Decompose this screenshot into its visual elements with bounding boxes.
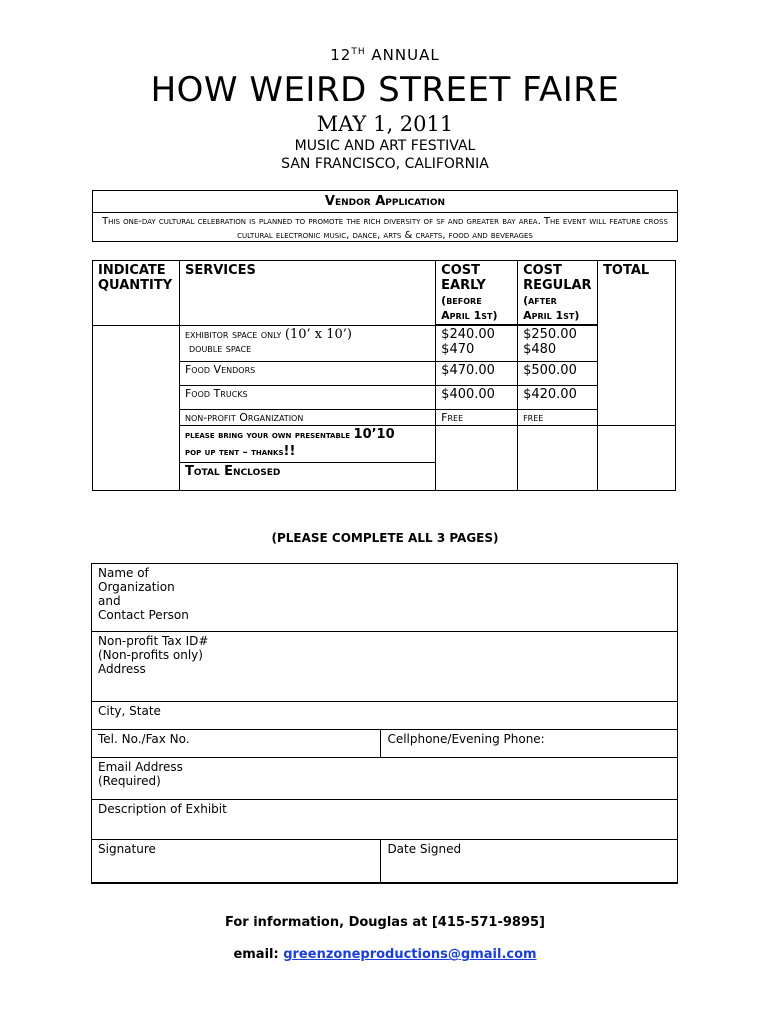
tent-early-cell	[436, 426, 518, 491]
organization-field[interactable]: Name of Organization and Contact Person	[92, 564, 678, 632]
regular-price-food-trucks: $420.00	[518, 386, 598, 410]
contact-info: For information, Douglas at [415-571-9895]	[225, 915, 545, 930]
annual-suffix: TH	[351, 47, 366, 57]
regular-price-food-vendors: $500.00	[518, 362, 598, 386]
page-title: HOW WEIRD STREET FAIRE	[150, 70, 620, 110]
event-subtitle: MUSIC AND ART FESTIVAL	[294, 138, 476, 154]
grand-total-cell[interactable]	[598, 426, 676, 491]
email-field[interactable]: Email Address (Required)	[92, 758, 678, 800]
regular-price-exhibitor: $250.00 $480	[518, 326, 598, 362]
early-price-food-trucks: $400.00	[436, 386, 518, 410]
vendor-description: This one-day cultural celebration is planned to promote the rich diversity of sf and greater bay area. The event will feature cross cultural electronic music, dance, arts & crafts, food and beverages	[102, 216, 668, 241]
cost-regular-header: COST REGULAR (after April 1st)	[518, 261, 598, 325]
date-signed-field[interactable]: Date Signed	[381, 840, 678, 883]
annual-number: 12	[330, 46, 352, 64]
service-food-trucks: Food Trucks	[179, 386, 435, 410]
tent-note: please bring your own presentable 10’10 pop up tent – thanks!!	[179, 426, 435, 463]
early-price-exhibitor: $240.00 $470	[436, 326, 518, 362]
cellphone-field[interactable]: Cellphone/Evening Phone:	[381, 730, 678, 758]
event-location: SAN FRANCISCO, CALIFORNIA	[281, 156, 489, 172]
event-date: MAY 1, 2011	[316, 112, 454, 136]
vendor-info-form	[91, 563, 678, 884]
tent-regular-cell	[518, 426, 598, 491]
vendor-application-box	[92, 190, 678, 242]
quantity-cell[interactable]	[93, 326, 180, 491]
email-label: email:	[233, 947, 279, 962]
city-state-field[interactable]: City, State	[92, 702, 678, 730]
email-line	[0, 947, 770, 962]
tel-fax-field[interactable]: Tel. No./Fax No.	[92, 730, 381, 758]
annual-label	[0, 46, 770, 64]
please-complete-note: (PLEASE COMPLETE ALL 3 PAGES)	[271, 531, 499, 545]
service-food-vendors: Food Vendors	[179, 362, 435, 386]
signature-field[interactable]: Signature	[92, 840, 381, 883]
service-non-profit: non-profit Organization	[179, 410, 435, 426]
early-price-food-vendors: $470.00	[436, 362, 518, 386]
annual-word: ANNUAL	[371, 46, 440, 64]
early-price-non-profit: Free	[436, 410, 518, 426]
total-header: TOTAL	[598, 261, 676, 426]
vendor-application-heading: Vendor Application	[93, 194, 677, 213]
regular-price-non-profit: free	[518, 410, 598, 426]
indicate-quantity-header: INDICATE QUANTITY	[93, 261, 180, 326]
cost-early-header: COST EARLY (before April 1st)	[436, 261, 518, 325]
services-header: SERVICES	[179, 261, 435, 326]
pricing-table	[92, 260, 676, 491]
tax-id-address-field[interactable]: Non-profit Tax ID# (Non-profits only) Address	[92, 632, 678, 702]
description-field[interactable]: Description of Exhibit	[92, 800, 678, 840]
total-enclosed-label: Total Enclosed	[179, 463, 435, 491]
email-link[interactable]: greenzoneproductions@gmail.com	[283, 947, 537, 962]
service-exhibitor-space: exhibitor space only (10’ x 10’) double space	[179, 326, 435, 362]
